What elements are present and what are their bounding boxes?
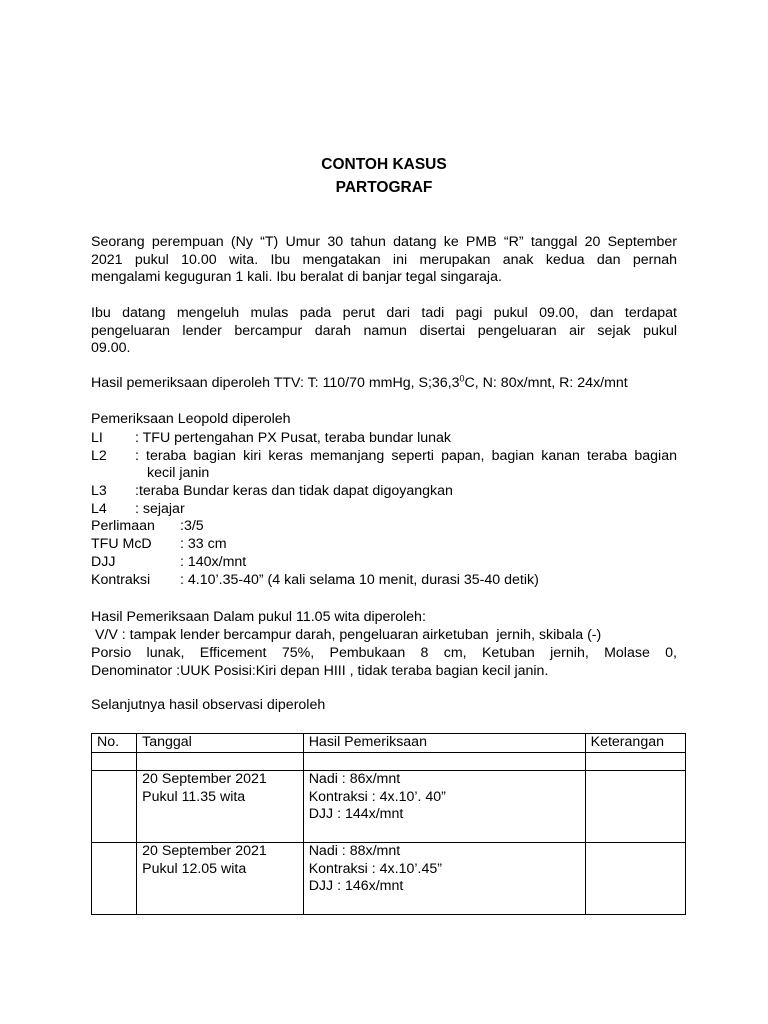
leopold-value: : sejajar	[135, 501, 185, 517]
hasil-line: Kontraksi : 4x.10’.45”	[308, 860, 442, 877]
spacer-cell	[137, 753, 304, 771]
leopold-value: : teraba bagian kiri keras memanjang seperti papan, bagian kanan teraba bagian	[135, 448, 677, 464]
param-value: : 4.10’.35-40” (4 kali selama 10 menit, durasi 35-40 detik)	[180, 572, 539, 588]
leopold-value: :teraba Bundar keras dan tidak dapat digoyangkan	[135, 483, 453, 499]
cell-tanggal	[137, 843, 304, 915]
param-row	[0, 554, 768, 572]
hasil-line: Nadi : 86x/mnt	[308, 771, 401, 787]
intro-paragraph	[91, 234, 677, 287]
table-row	[92, 771, 686, 843]
vitals-text-rest: C, N: 80x/mnt, R: 24x/mnt	[464, 375, 628, 391]
document-title: CONTOH KASUS	[321, 156, 447, 173]
hasil-line: DJJ : 144x/mnt	[308, 806, 404, 822]
exam-paragraph	[91, 645, 677, 680]
param-row	[0, 518, 768, 536]
leopold-row	[0, 448, 768, 484]
leopold-key: LI	[91, 430, 103, 446]
param-row	[0, 536, 768, 554]
leopold-value: : TFU pertengahan PX Pusat, teraba bundar lunak	[135, 430, 452, 446]
param-value: : 33 cm	[180, 536, 227, 552]
leopold-row	[0, 501, 768, 519]
leopold-row	[0, 430, 768, 448]
cell-keterangan	[585, 771, 685, 843]
intro-line: 2021 pukul 10.00 wita. Ibu mengatakan ini merupakan anak kedua dan pernah	[91, 251, 677, 268]
param-value: :3/5	[180, 518, 204, 534]
complaint-line: 09.00.	[91, 340, 131, 357]
tanggal-time: Pukul 11.35 wita	[142, 788, 246, 805]
hasil-line: Kontraksi : 4x.10’. 40”	[308, 788, 446, 805]
intro-line: Seorang perempuan (Ny “T) Umur 30 tahun datang ke PMB “R” tanggal 20 September	[91, 234, 677, 250]
cell-tanggal	[137, 771, 304, 843]
tanggal-date: 20 September 2021	[142, 771, 267, 787]
spacer-cell	[92, 753, 137, 771]
exam-vv: V/V : tampak lender bercampur darah, pengeluaran airketuban jernih, skibala (-)	[91, 627, 602, 643]
exam-porsio: Porsio lunak, Efficement 75%, Pembukaan 8 cm, Ketuban jernih, Molase 0,	[91, 645, 677, 661]
param-row	[0, 572, 768, 590]
cell-keterangan	[585, 843, 685, 915]
leopold-row	[0, 483, 768, 501]
cell-hasil	[303, 771, 585, 843]
param-key: TFU McD	[91, 536, 152, 552]
observation-table	[91, 733, 686, 915]
tanggal-date: 20 September 2021	[142, 843, 267, 859]
exam-heading: Hasil Pemeriksaan Dalam pukul 11.05 wita diperoleh:	[91, 609, 426, 625]
header-tanggal: Tanggal	[137, 734, 304, 753]
vitals-line	[91, 375, 628, 391]
cell-no	[92, 771, 137, 843]
table-header-row	[92, 734, 686, 753]
leopold-key: L3	[91, 483, 107, 499]
table-spacer-row	[92, 753, 686, 771]
spacer-cell	[585, 753, 685, 771]
intro-line: mengalami keguguran 1 kali. Ibu beralat di banjar tegal singaraja.	[91, 269, 502, 286]
leopold-heading: Pemeriksaan Leopold diperoleh	[91, 411, 291, 427]
vitals-text: Hasil pemeriksaan diperoleh TTV: T: 110/70 mmHg, S;36,3	[91, 375, 460, 391]
complaint-paragraph	[91, 305, 677, 358]
param-value: : 140x/mnt	[180, 554, 247, 570]
leopold-key: L4	[91, 501, 107, 517]
document-subtitle: PARTOGRAF	[335, 179, 433, 196]
spacer-cell	[303, 753, 585, 771]
exam-denominator: Denominator :UUK Posisi:Kiri depan HIII , tidak teraba bagian kecil janin.	[91, 662, 549, 679]
hasil-line: DJJ : 146x/mnt	[308, 878, 404, 894]
param-key: Perlimaan	[91, 518, 155, 534]
cell-no	[92, 843, 137, 915]
hasil-line: Nadi : 88x/mnt	[308, 843, 401, 859]
param-key: Kontraksi	[91, 572, 151, 588]
observation-heading: Selanjutnya hasil observasi diperoleh	[91, 697, 326, 713]
table-row	[92, 843, 686, 915]
tanggal-time: Pukul 12.05 wita	[142, 860, 247, 877]
degree-sup: 0	[459, 373, 465, 384]
complaint-line: Ibu datang mengeluh mulas pada perut dari tadi pagi pukul 09.00, dan terdapat	[91, 305, 677, 321]
header-keterangan: Keterangan	[585, 734, 685, 753]
leopold-value-cont: kecil janin	[147, 465, 210, 481]
complaint-line: pengeluaran lender bercampur darah namun disertai pengeluaran air sejak pukul	[91, 322, 677, 339]
param-key: DJJ	[91, 554, 116, 570]
cell-hasil	[303, 843, 585, 915]
header-hasil: Hasil Pemeriksaan	[303, 734, 585, 753]
leopold-key: L2	[91, 448, 107, 464]
header-no: No.	[92, 734, 137, 753]
